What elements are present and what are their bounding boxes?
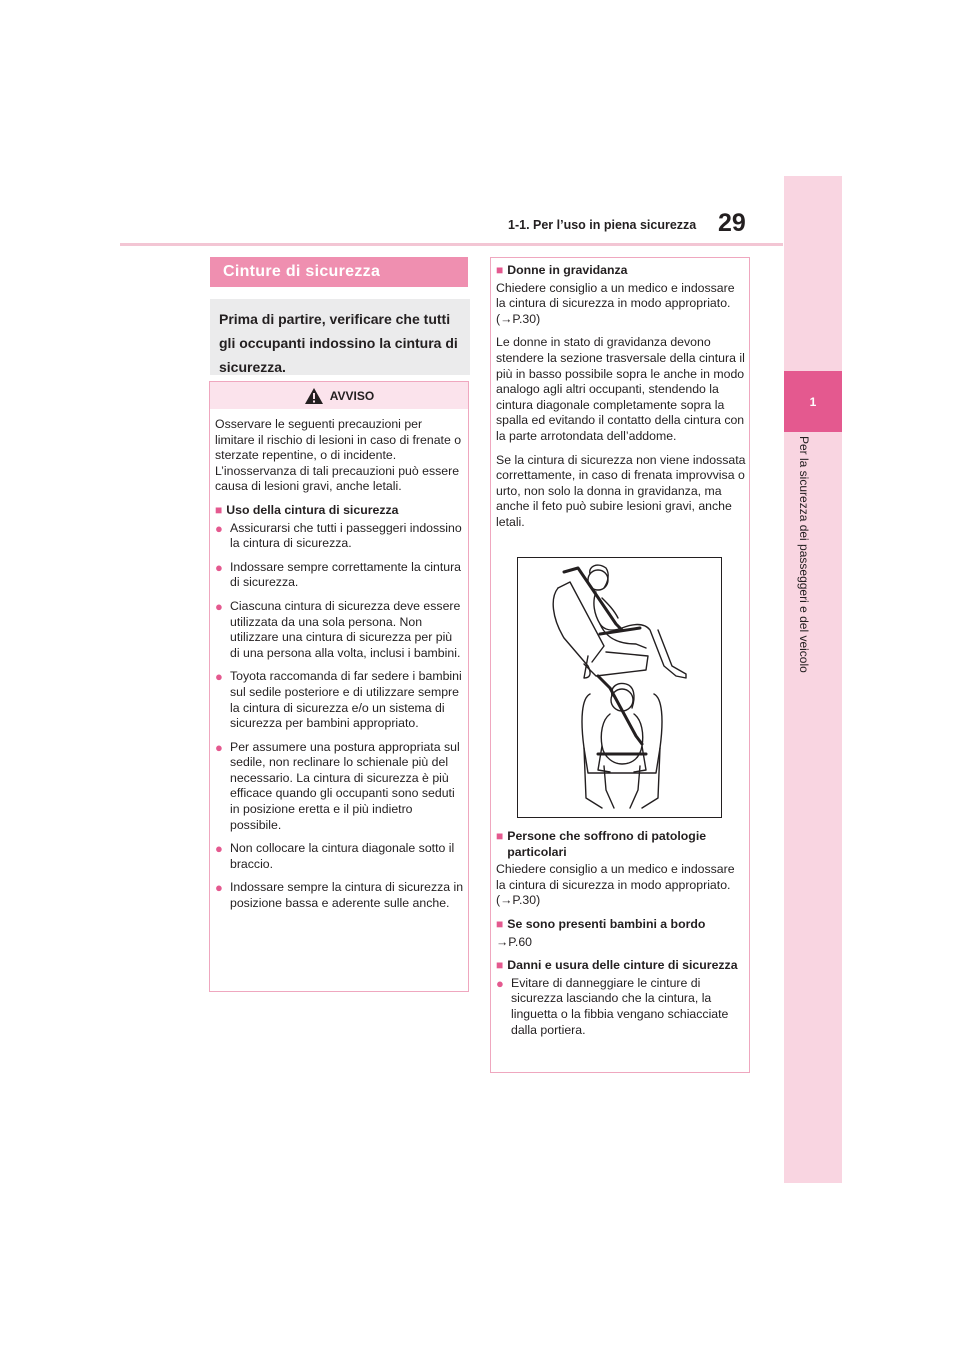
square-bullet-icon: ■ <box>215 502 223 517</box>
chapter-title: 1-1. Per l’uso in piena sicurezza <box>508 218 697 232</box>
conditions-section <box>496 829 746 1046</box>
square-bullet-icon: ■ <box>496 263 504 277</box>
circle-bullet-icon: ● <box>215 880 223 896</box>
side-tab-number[interactable]: 1 <box>784 371 842 432</box>
children-reference-link[interactable]: →P.60 <box>496 934 533 949</box>
circle-bullet-icon: ● <box>215 841 223 857</box>
warning-content <box>215 417 464 920</box>
list-item: ● Evitare di danneggiare le cinture di sicurezza lasciando che la cintura, la linguetta o la fibbia vengano schiacciate dalla portiera. <box>496 975 729 1037</box>
list-item: ● Assicurarsi che tutti i passeggeri indossino la cintura di sicurezza. <box>215 520 462 551</box>
list-item: ● Toyota raccomanda di far sedere i bambini sul sedile posteriore e di utilizzare sempre la cintura di sicurezza e/o un sistema di sicurezza per bambini appropriato. <box>215 669 462 731</box>
list-item: ● Non collocare la cintura diagonale sotto il braccio. <box>215 841 455 871</box>
header-rule <box>120 243 783 246</box>
pregnancy-paragraph: Le donne in stato di gravidanza devono stendere la sezione trasversale della cintura il più in basso possibile sopra le anche in modo analogo agli altri occupanti, stendendo la cintura diagonale completamente sopra la spalla ed evitando il contatto della cintura con la parte arrotondata dell’addome. <box>496 335 745 443</box>
seatbelt-drawing <box>518 558 721 817</box>
circle-bullet-icon: ● <box>215 559 223 575</box>
square-bullet-icon: ■ <box>496 958 504 973</box>
list-item: ● Ciascuna cintura di sicurezza deve essere utilizzata da una sola persona. Non utilizzare una cintura di sicurezza per più di una persona alla volta, inclusi i bambini. <box>215 598 461 660</box>
circle-bullet-icon: ● <box>215 669 223 685</box>
pregnant-seatbelt-illustration <box>517 557 722 818</box>
page-number: 29 <box>718 209 746 237</box>
side-tab-label: Per la sicurezza dei passeggeri e del veicolo <box>797 436 811 673</box>
list-item: ● Per assumere una postura appropriata sul sedile, non reclinare lo schienale più del necessario. La cintura di sicurezza è più efficace quando gli occupanti sono seduti in posizione eretta e il più indietro possibile. <box>215 739 460 832</box>
pregnancy-subhead: ■ Donne in gravidanza <box>496 263 628 277</box>
children-subhead: ■ Se sono presenti bambini a bordo <box>496 916 706 931</box>
warning-intro: Osservare le seguenti precauzioni per limitare il rischio di lesioni in caso di frenate o sterzate repentine, o di incidente. L’inosservanza di tali precauzioni può essere causa di lesioni gravi, anche letali. <box>215 417 462 494</box>
damage-subhead: ■ Danni e usura delle cinture di sicurezza <box>496 958 738 973</box>
section-heading-text: Cinture di sicurezza <box>223 263 381 280</box>
pregnancy-section <box>496 263 746 539</box>
circle-bullet-icon: ● <box>215 520 223 536</box>
circle-bullet-icon: ● <box>496 975 504 991</box>
section-heading <box>210 257 468 287</box>
circle-bullet-icon: ● <box>215 739 223 755</box>
pregnancy-paragraph: Se la cintura di sicurezza non viene indossata correttamente, in caso di frenata improvvisa o urto, non solo la donna in gravidanza, ma anche il feto può subire lesioni gravi, anche letali. <box>496 452 746 529</box>
warning-title: AVVISO <box>329 388 375 403</box>
circle-bullet-icon: ● <box>215 598 223 614</box>
illness-subhead: ■ Persone che soffrono di patologie particolari <box>496 829 707 859</box>
illness-paragraph: Chiedere consiglio a un medico e indossare la cintura di sicurezza in modo appropriato. (→P.30) <box>496 862 735 908</box>
warning-subhead: ■ Uso della cintura di sicurezza <box>215 502 399 517</box>
warning-header <box>210 382 468 409</box>
warning-triangle-icon <box>304 387 324 405</box>
side-tab <box>784 176 842 1183</box>
square-bullet-icon: ■ <box>496 829 504 843</box>
intro-box: Prima di partire, verificare che tutti gli occupanti indossino la cintura di sicurezza. <box>210 299 470 375</box>
list-item: ● Indossare sempre correttamente la cintura di sicurezza. <box>215 559 462 590</box>
square-bullet-icon: ■ <box>496 916 504 931</box>
pregnancy-paragraph: Chiedere consiglio a un medico e indossare la cintura di sicurezza in modo appropriato. (→P.30) <box>496 280 735 326</box>
list-item: ● Indossare sempre la cintura di sicurezza in posizione bassa e aderente sulle anche. <box>215 880 464 911</box>
